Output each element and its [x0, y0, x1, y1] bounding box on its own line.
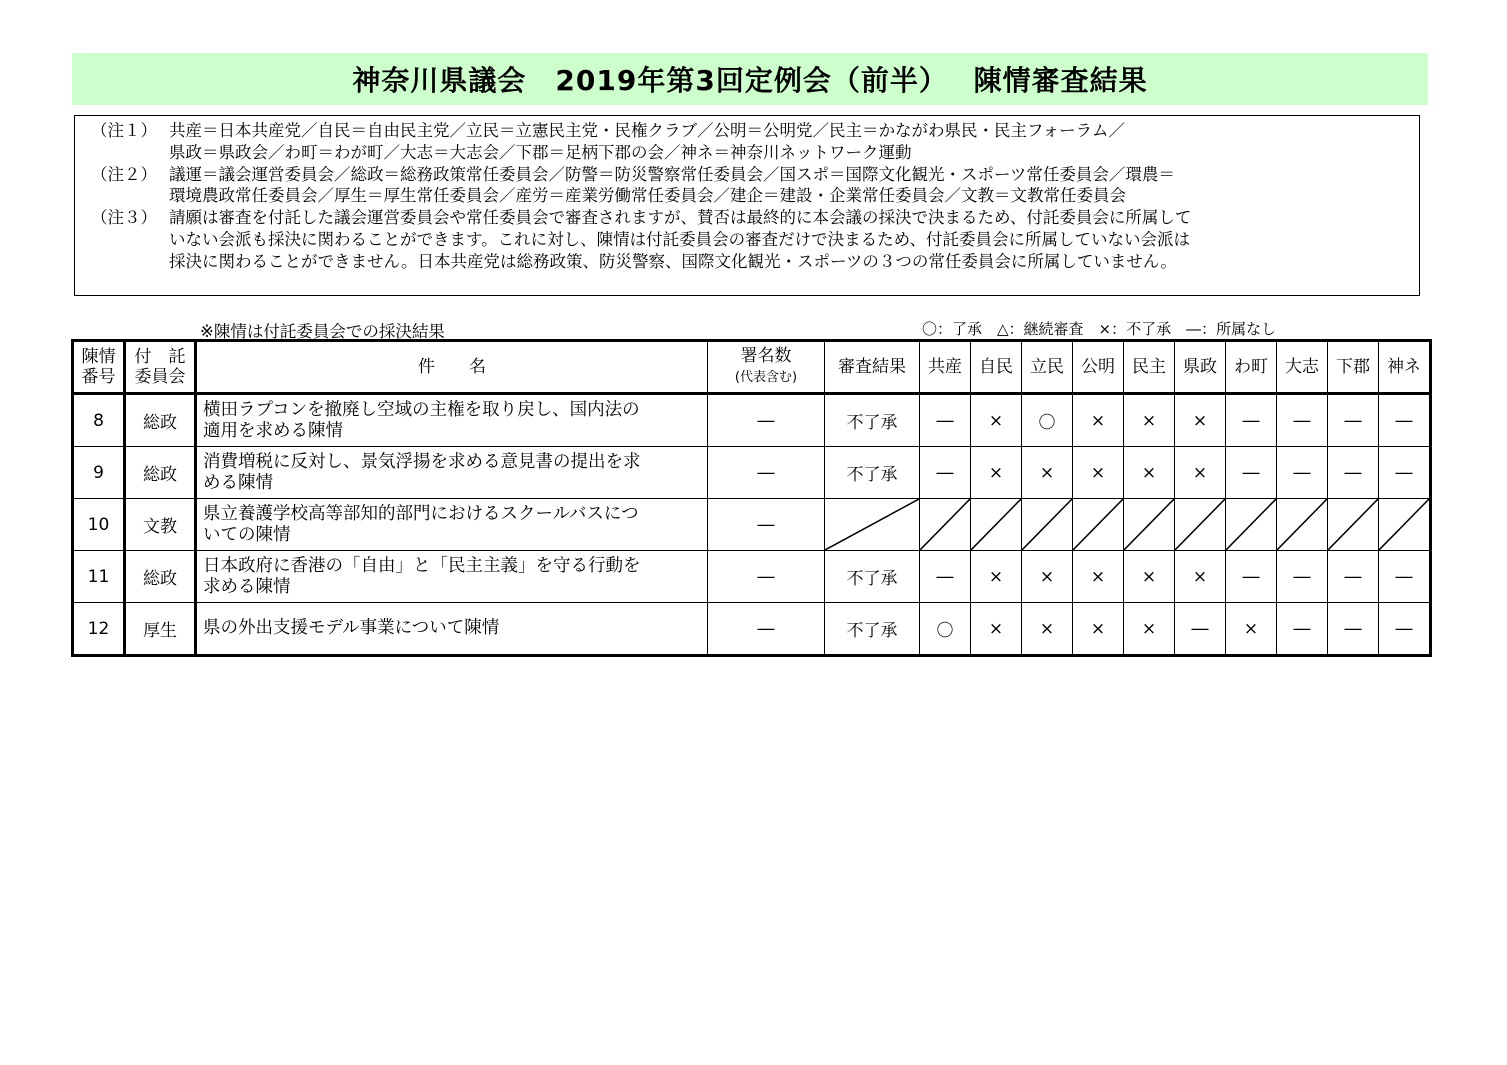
- header-party: 下郡: [1328, 341, 1379, 394]
- header-signatures: 署名数 (代表含む): [708, 341, 825, 394]
- note-label: （注３）: [91, 208, 157, 228]
- signatures: ―: [708, 447, 825, 499]
- vote-cell: 〇: [1022, 394, 1073, 447]
- vote-cell: ―: [1328, 447, 1379, 499]
- strike-slash: [1073, 499, 1123, 550]
- vote-cell: [971, 499, 1022, 551]
- result-cell: 不了承: [825, 603, 920, 656]
- vote-cell: ―: [1379, 603, 1431, 656]
- vote-cell: ×: [1073, 394, 1124, 447]
- header-committee: 付 託 委員会: [125, 341, 196, 394]
- vote-cell: [1328, 499, 1379, 551]
- strike-slash: [825, 499, 919, 550]
- vote-cell: ×: [971, 447, 1022, 499]
- vote-cell: [1175, 499, 1226, 551]
- page-title: 神奈川県議会 2019年第3回定例会（前半） 陳情審査結果: [352, 64, 1148, 97]
- vote-cell: ―: [1277, 394, 1328, 447]
- vote-cell: ×: [1124, 603, 1175, 656]
- vote-cell: ×: [971, 551, 1022, 603]
- header-party: 自民: [971, 341, 1022, 394]
- header-no: 陳情 番号: [73, 341, 125, 394]
- vote-cell: ―: [1175, 603, 1226, 656]
- committee: 総政: [125, 447, 196, 499]
- note-label: （注１）: [91, 121, 157, 140]
- note-2: [91, 164, 1419, 208]
- signatures: ―: [708, 394, 825, 447]
- vote-cell: ―: [1226, 394, 1277, 447]
- note-line: 環境農政常任委員会／厚生＝厚生常任委員会／産労＝産業労働常任委員会／建企＝建設・企業常任委員会／文教＝文教常任委員会: [169, 186, 1126, 206]
- petition-subject: 日本政府に香港の「自由」と「民主主義」を守る行動を 求める陳情: [196, 551, 708, 603]
- vote-cell: ×: [971, 603, 1022, 656]
- vote-cell: ×: [1124, 394, 1175, 447]
- vote-cell: ―: [1328, 394, 1379, 447]
- vote-cell: ×: [1022, 603, 1073, 656]
- vote-cell: ―: [920, 394, 971, 447]
- notes-box: [74, 115, 1420, 296]
- note-1: [91, 120, 1419, 164]
- note-line: 県政＝県政会／わ町＝わが町／大志＝大志会／下郡＝足柄下郡の会／神ネ＝神奈川ネットワーク運動: [169, 142, 912, 162]
- table-row: [73, 551, 1431, 603]
- vote-cell: ―: [1328, 551, 1379, 603]
- results-table: [71, 339, 1432, 657]
- table-row: [73, 447, 1431, 499]
- vote-cell: ―: [1379, 551, 1431, 603]
- vote-cell: ―: [1277, 551, 1328, 603]
- petition-no: 8: [73, 394, 125, 447]
- strike-slash: [971, 499, 1021, 550]
- header-party: 神ネ: [1379, 341, 1431, 394]
- signatures: ―: [708, 551, 825, 603]
- table-caption: ※陳情は付託委員会での採決結果: [200, 322, 445, 341]
- vote-cell: [1073, 499, 1124, 551]
- vote-cell: ×: [1073, 551, 1124, 603]
- table-row: [73, 603, 1431, 656]
- petition-no: 12: [73, 603, 125, 656]
- strike-slash: [920, 499, 970, 550]
- vote-cell: [1379, 499, 1431, 551]
- petition-no: 11: [73, 551, 125, 603]
- legend: 〇：了承 △：継続審査 ×：不了承 ―：所属なし: [922, 320, 1277, 338]
- vote-cell: ×: [1073, 447, 1124, 499]
- header-party: 公明: [1073, 341, 1124, 394]
- vote-cell: ―: [1277, 447, 1328, 499]
- header-party: 共産: [920, 341, 971, 394]
- petition-subject: 消費増税に反対し、景気浮揚を求める意見書の提出を求 める陳情: [196, 447, 708, 499]
- vote-cell: ―: [1379, 447, 1431, 499]
- committee: 厚生: [125, 603, 196, 656]
- petition-no: 9: [73, 447, 125, 499]
- result-cell: 不了承: [825, 447, 920, 499]
- header-party: 県政: [1175, 341, 1226, 394]
- vote-cell: ×: [1175, 394, 1226, 447]
- vote-cell: ×: [1073, 603, 1124, 656]
- vote-cell: [1124, 499, 1175, 551]
- committee: 文教: [125, 499, 196, 551]
- result-cell: 不了承: [825, 551, 920, 603]
- strike-slash: [1022, 499, 1072, 550]
- note-3: [91, 207, 1419, 272]
- header-party: 民主: [1124, 341, 1175, 394]
- strike-slash: [1277, 499, 1327, 550]
- vote-cell: ―: [1379, 394, 1431, 447]
- strike-slash: [1175, 499, 1225, 550]
- note-line: 議運＝議会運営委員会／総政＝総務政策常任委員会／防警＝防災警察常任委員会／国スポ＝国際文化観光・スポーツ常任委員会／環農＝: [169, 164, 1175, 184]
- vote-cell: ―: [1277, 603, 1328, 656]
- vote-cell: [1022, 499, 1073, 551]
- vote-cell: ×: [1124, 551, 1175, 603]
- vote-cell: ×: [1226, 603, 1277, 656]
- result-cell: 不了承: [825, 394, 920, 447]
- petition-subject: 県立養護学校高等部知的部門におけるスクールバスにつ いての陳情: [196, 499, 708, 551]
- vote-cell: ×: [1022, 447, 1073, 499]
- table-row: [73, 499, 1431, 551]
- strike-slash: [1226, 499, 1276, 550]
- vote-cell: [1277, 499, 1328, 551]
- result-cell: [825, 499, 920, 551]
- signatures: ―: [708, 499, 825, 551]
- table-row: [73, 394, 1431, 447]
- header-subject: 件 名: [196, 341, 708, 394]
- strike-slash: [1124, 499, 1174, 550]
- vote-cell: ×: [1124, 447, 1175, 499]
- vote-cell: ―: [920, 447, 971, 499]
- committee: 総政: [125, 394, 196, 447]
- header-row: [73, 341, 1431, 394]
- vote-cell: ×: [1175, 447, 1226, 499]
- note-line: 採決に関わることができません。日本共産党は総務政策、防災警察、国際文化観光・スポーツの３つの常任委員会に所属していません。: [169, 251, 1177, 271]
- vote-cell: ×: [1022, 551, 1073, 603]
- header-party: 大志: [1277, 341, 1328, 394]
- signatures: ―: [708, 603, 825, 656]
- vote-cell: ×: [1175, 551, 1226, 603]
- note-line: 共産＝日本共産党／自民＝自由民主党／立民＝立憲民主党・民権クラブ／公明＝公明党／民主＝かながわ県民・民主フォーラム／: [169, 121, 1126, 140]
- page-title-bar: [72, 53, 1428, 105]
- vote-cell: ―: [1328, 603, 1379, 656]
- strike-slash: [1328, 499, 1378, 550]
- vote-cell: ×: [971, 394, 1022, 447]
- petition-subject: 横田ラプコンを撤廃し空域の主権を取り戻し、国内法の 適用を求める陳情: [196, 394, 708, 447]
- vote-cell: ―: [920, 551, 971, 603]
- note-line: 請願は審査を付託した議会運営委員会や常任委員会で審査されますが、賛否は最終的に本会議の採決で決まるため、付託委員会に所属して: [169, 208, 1192, 228]
- vote-cell: [1226, 499, 1277, 551]
- vote-cell: ―: [1226, 447, 1277, 499]
- committee: 総政: [125, 551, 196, 603]
- vote-cell: ―: [1226, 551, 1277, 603]
- petition-no: 10: [73, 499, 125, 551]
- note-label: （注２）: [91, 164, 157, 184]
- header-party: わ町: [1226, 341, 1277, 394]
- vote-cell: [920, 499, 971, 551]
- header-party: 立民: [1022, 341, 1073, 394]
- vote-cell: 〇: [920, 603, 971, 656]
- note-line: いない会派も採決に関わることができます。これに対し、陳情は付託委員会の審査だけで決まるため、付託委員会に所属していない会派は: [169, 229, 1191, 249]
- petition-subject: 県の外出支援モデル事業について陳情: [196, 603, 708, 656]
- strike-slash: [1379, 499, 1429, 550]
- header-result: 審査結果: [825, 341, 920, 394]
